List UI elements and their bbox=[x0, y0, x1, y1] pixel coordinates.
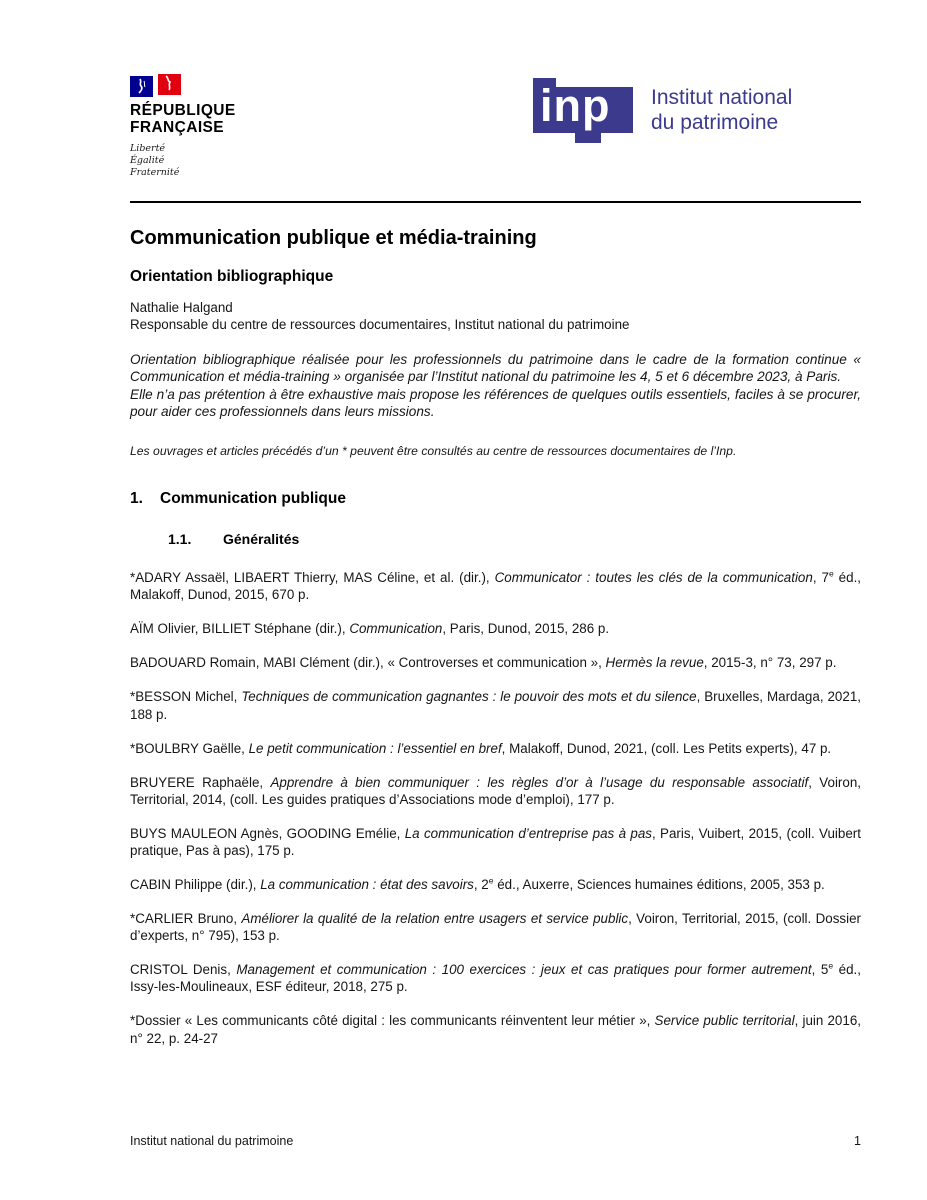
section-label: Communication publique bbox=[160, 490, 346, 508]
flag-blue-block bbox=[130, 76, 153, 97]
bibliography-entry: *BESSON Michel, Techniques de communication gagnantes : le pouvoir des mots et du silence, Bruxelles, Mardaga, 2021, 188 p. bbox=[130, 689, 861, 722]
inp-institute-name bbox=[651, 85, 792, 135]
french-flag-icon bbox=[130, 74, 280, 96]
bibliography-entry: CABIN Philippe (dir.), La communication : état des savoirs, 2e éd., Auxerre, Sciences humaines éditions, 2005, 353 p. bbox=[130, 875, 825, 892]
section-heading-1 bbox=[130, 489, 861, 509]
bibliography-entry: *CARLIER Bruno, Améliorer la qualité de la relation entre usagers et service public, Voiron, Territorial, 2015, (coll. Dossier d’experts, n° 795), 153 p. bbox=[130, 911, 861, 944]
header-divider bbox=[130, 201, 861, 203]
bibliography-entry: *ADARY Assaël, LIBAERT Thierry, MAS Céline, et al. (dir.), Communicator : toutes les clés de la communication, 7e éd., Malakoff, Dunod, 2015, 670 p. bbox=[130, 568, 862, 603]
author-role: Responsable du centre de ressources documentaires, Institut national du patrimoine bbox=[130, 317, 630, 332]
bibliography-entry: AÏM Olivier, BILLIET Stéphane (dir.), Communication, Paris, Dunod, 2015, 286 p. bbox=[130, 621, 610, 637]
motto-liberte: Liberté bbox=[130, 143, 166, 154]
bibliography-entry: BUYS MAULEON Agnès, GOODING Emélie, La communication d’entreprise pas à pas, Paris, Vuibert, 2015, (coll. Vuibert pratique, Pas à pas), 175 p. bbox=[130, 825, 861, 858]
inp-logo-block bbox=[533, 78, 792, 144]
section-number: 1. bbox=[130, 490, 143, 508]
footer-institution: Institut national du patrimoine bbox=[130, 1134, 294, 1148]
page-subtitle: Orientation bibliographique bbox=[130, 268, 334, 285]
page-title: Communication publique et média-training bbox=[130, 227, 537, 249]
bibliography-list bbox=[130, 569, 861, 1047]
motto bbox=[130, 143, 280, 179]
republique-line1: RÉPUBLIQUE bbox=[130, 102, 236, 119]
inp-logo-icon bbox=[533, 78, 633, 144]
republique-francaise-logo bbox=[130, 74, 280, 179]
bibliography-entry: CRISTOL Denis, Management et communication : 100 exercices : jeux et cas pratiques pour former autrement, 5e éd., Issy-les-Moulineaux, ESF éditeur, 2018, 275 p. bbox=[130, 960, 861, 995]
intro-paragraphs bbox=[130, 351, 861, 420]
bibliography-entry: *Dossier « Les communicants côté digital : les communicants réinventent leur métier », Service public territorial, juin 2016, n° 22, p. 24-27 bbox=[130, 1013, 861, 1046]
intro-paragraph-2: Elle n’a pas prétention à être exhaustive mais propose les références de quelques outils essentiels, faciles à se procurer, pour aider ces professionnels dans leurs missions. bbox=[130, 386, 861, 419]
motto-egalite: Égalité bbox=[130, 155, 165, 166]
republique-name bbox=[130, 102, 280, 136]
section-heading-1-1 bbox=[130, 530, 861, 548]
page-footer bbox=[130, 1134, 861, 1149]
flag-red-block bbox=[158, 74, 181, 95]
subsection-number: 1.1. bbox=[168, 531, 192, 548]
bibliography-entry: *BOULBRY Gaëlle, Le petit communication : l’essentiel en bref, Malakoff, Dunod, 2021, (coll. Les Petits experts), 47 p. bbox=[130, 740, 832, 756]
inp-logo-word: inp bbox=[540, 80, 611, 131]
inp-name-line1: Institut national bbox=[651, 86, 793, 109]
motto-fraternite: Fraternité bbox=[130, 167, 180, 178]
intro-paragraph-1: Orientation bibliographique réalisée pour les professionnels du patrimoine dans le cadre de la formation continue « Communication et média-training » organisée par l’Institut national du patrimoine les 4, 5 et 6 décembre 2023, à Paris. bbox=[130, 352, 861, 385]
bibliography-entry: BRUYERE Raphaële, Apprendre à bien communiquer : les règles d’or à l’usage du responsable associatif, Voiron, Territorial, 2014, (coll. Les guides pratiques d’Associations mode d’emploi), 177 p. bbox=[130, 774, 861, 807]
asterisk-note: Les ouvrages et articles précédés d’un * peuvent être consultés au centre de ressources documentaires de l’Inp. bbox=[130, 444, 737, 459]
author-block bbox=[130, 299, 861, 333]
republique-line2: FRANÇAISE bbox=[130, 119, 225, 136]
footer-page-number: 1 bbox=[854, 1134, 861, 1148]
bibliography-entry: BADOUARD Romain, MABI Clément (dir.), « Controverses et communication », Hermès la revue, 2015-3, n° 73, 297 p. bbox=[130, 655, 837, 671]
author-name: Nathalie Halgand bbox=[130, 300, 233, 315]
inp-logo-bottom-tab bbox=[575, 131, 601, 143]
document-body bbox=[130, 226, 861, 1064]
subsection-label: Généralités bbox=[223, 531, 300, 548]
inp-name-line2: du patrimoine bbox=[651, 111, 779, 134]
